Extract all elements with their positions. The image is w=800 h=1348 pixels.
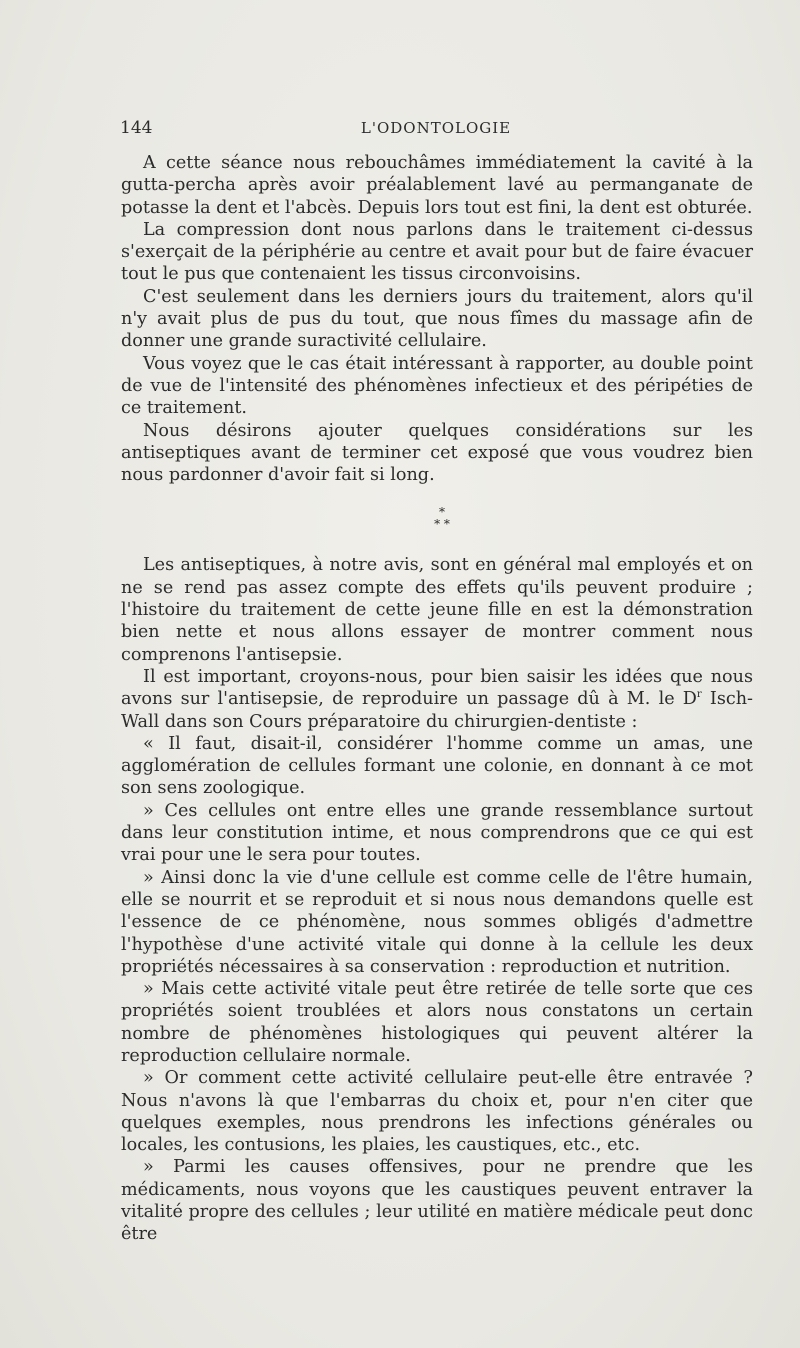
paragraph: C'est seulement dans les derniers jours du traitement, alors qu'il n'y avait plus de pus du tout, que nous fîmes du massage afin de donner une grande suractivité cellulaire. [121, 286, 753, 352]
paragraph: » Ainsi donc la vie d'une cellule est comme celle de l'être humain, elle se nourrit et se reproduit et si nous nous demandons quelle est l'essence de ce phénomène, nous sommes obligés d'admettre l'hypothèse d'une activité vitale qui donne à la cellule les deux propriétés nécessaires à sa conservation : reproduction et nutrition. [121, 867, 753, 977]
paragraph: » Parmi les causes offensives, pour ne prendre que les médicaments, nous voyons que les caustiques peuvent entraver la vitalité propre des cellules ; leur utilité en matière médicale peut donc être [121, 1157, 753, 1245]
separator-star-top: * [439, 505, 445, 520]
page-number: 144 [120, 118, 153, 138]
paragraph: » Ces cellules ont entre elles une grande ressemblance surtout dans leur constitution intime, et nous comprendrons que ce qui est vrai pour une le sera pour toutes. [121, 800, 753, 866]
paragraph: » Or comment cette activité cellulaire peut-elle être entravée ? Nous n'avons là que l'embarras du choix et, pour n'en citer que quelques exemples, nous prendrons les infections générales ou locales, les contusions, les plaies, les caustiques, etc., etc. [121, 1068, 753, 1156]
paragraph-quote-intro [121, 666, 753, 733]
running-title: L'ODONTOLOGIE [360, 119, 512, 137]
quote-intro-superscript: r [696, 689, 702, 701]
paragraph: A cette séance nous rebouchâmes immédiatement la cavité à la gutta-percha après avoir préalablement lavé au permanganate de potasse la dent et l'abcès. Depuis lors tout est fini, la dent est obturée. [121, 153, 753, 218]
paragraph: Nous désirons ajouter quelques considérations sur les antiseptiques avant de terminer cet exposé que vous voudrez bien nous pardonner d'avoir fait si long. [121, 420, 753, 486]
paragraph: Vous voyez que le cas était intéressant à rapporter, au double point de vue de l'intensité des phénomènes infectieux et des péripéties de ce traitement. [121, 353, 753, 419]
paragraph: Les antiseptiques, à notre avis, sont en général mal employés et on ne se rend pas assez compte des effets qu'ils peuvent produire ; l'histoire du traitement de cette jeune fille en est la démonstration bien nette et nous allons essayer de montrer comment nous comprenons l'antisepsie. [121, 555, 753, 665]
paragraph: » Mais cette activité vitale peut être retirée de telle sorte que ces propriétés soient troublées et alors nous constatons un certain nombre de phénomènes histologiques qui peuvent altérer la reproduction cellulaire normale. [121, 979, 753, 1066]
running-header [120, 118, 752, 144]
separator-stars-bottom: * * [434, 517, 450, 532]
paragraph: « Il faut, disait-il, considérer l'homme comme un amas, une agglomération de cellules formant une colonie, en donnant à ce mot son sens zoologique. [121, 733, 753, 799]
quote-intro-after: Isch-Wall dans son Cours préparatoire du chirurgien-dentiste : [121, 689, 753, 732]
section-separator [121, 506, 753, 530]
paragraph: La compression dont nous parlons dans le traitement ci-dessus s'exerçait de la périphérie au centre et avait pour but de faire évacuer tout le pus que contenaient les tissus circonvoisins. [121, 219, 753, 285]
page-body [121, 152, 753, 1246]
quote-intro-before: Il est important, croyons-nous, pour bien saisir les idées que nous avons sur l'antisepsie, de reproduire un passage dû à M. le D [121, 666, 753, 710]
